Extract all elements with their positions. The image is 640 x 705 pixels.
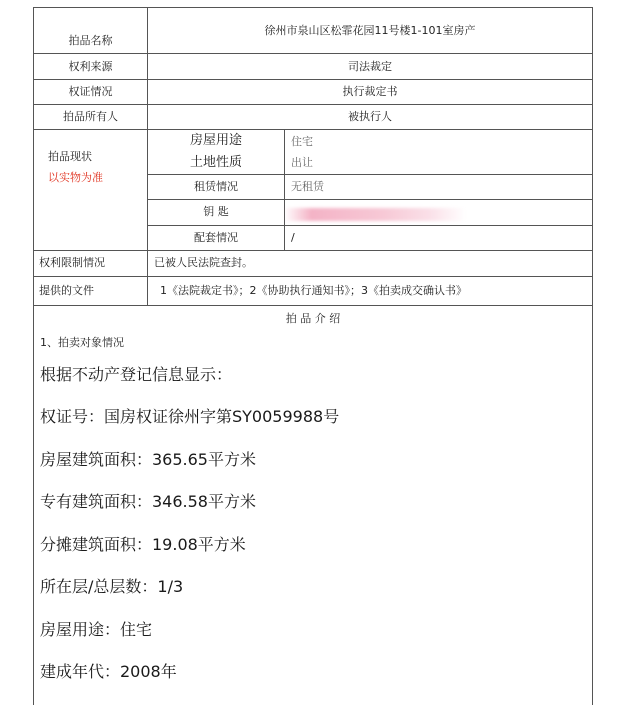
value-certificate: 执行裁定书 — [342, 85, 398, 98]
intro-heading: 拍 品 介 绍 — [285, 312, 341, 325]
column-divider — [284, 129, 285, 250]
value-documents: 1《法院裁定书》；2《协助执行通知书》；3《拍卖成交确认书》 — [160, 284, 467, 297]
row-divider — [34, 53, 592, 54]
intro-section-title: 1、拍卖对象情况 — [40, 336, 124, 349]
row-divider — [148, 199, 592, 200]
row-divider — [34, 305, 592, 306]
status-value-usage: 住宅 — [291, 135, 313, 148]
intro-line: 根据不动产登记信息显示： — [40, 365, 233, 384]
status-label-usage: 房屋用途 — [189, 133, 242, 148]
intro-line: 建成年代：2008年 — [40, 662, 177, 681]
status-label-keys: 钥 匙 — [203, 205, 229, 218]
value-rights-source: 司法裁定 — [348, 60, 392, 73]
row-divider — [34, 129, 592, 130]
status-value-land: 出让 — [291, 156, 313, 169]
value-item-name: 徐州市泉山区松霏花园11号楼1-101室房产 — [264, 24, 476, 37]
value-restriction: 已被人民法院查封。 — [154, 256, 253, 269]
label-certificate: 权证情况 — [68, 85, 113, 98]
row-divider — [34, 250, 592, 251]
label-owner: 拍品所有人 — [63, 110, 118, 123]
row-divider — [34, 276, 592, 277]
row-divider — [34, 79, 592, 80]
label-documents: 提供的文件 — [39, 284, 94, 297]
intro-line: 房屋用途：住宅 — [40, 620, 153, 639]
status-label-lease: 租赁情况 — [194, 180, 238, 193]
status-label-facilities: 配套情况 — [194, 231, 238, 244]
label-item-name: 拍品名称 — [68, 34, 113, 47]
label-rights-source: 权利来源 — [68, 60, 113, 73]
label-restriction: 权利限制情况 — [39, 256, 105, 269]
intro-line: 房屋建筑面积：365.65平方米 — [40, 450, 256, 469]
intro-line: 专有建筑面积：346.58平方米 — [40, 492, 256, 511]
row-divider — [148, 225, 592, 226]
status-value-lease: 无租赁 — [291, 180, 324, 193]
value-owner: 被执行人 — [348, 110, 392, 123]
auction-document — [33, 7, 593, 705]
status-note: 以实物为准 — [48, 171, 103, 184]
intro-line: 权证号：国房权证徐州字第SY0059988号 — [40, 407, 340, 426]
intro-line: 分摊建筑面积：19.08平方米 — [40, 535, 246, 554]
status-label-land: 土地性质 — [189, 155, 242, 170]
label-status: 拍品现状 — [48, 150, 92, 163]
redaction-blur — [284, 208, 466, 221]
row-divider — [34, 104, 592, 105]
status-value-facilities: / — [291, 231, 295, 244]
intro-line: 所在层/总层数：1/3 — [40, 577, 184, 596]
row-divider — [148, 174, 592, 175]
